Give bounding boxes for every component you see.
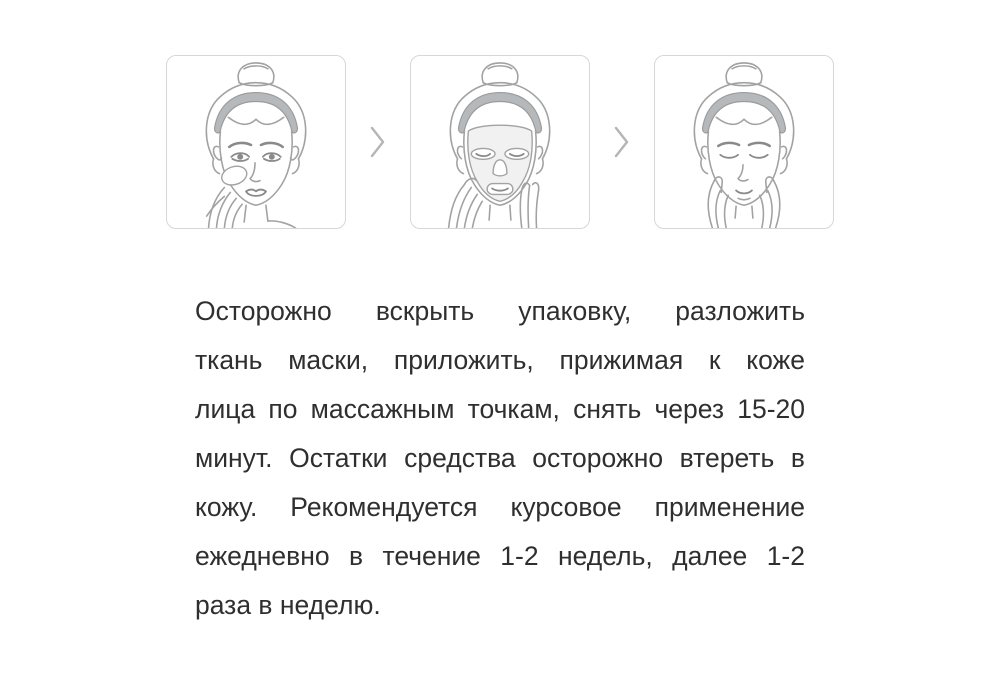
instructions-line-3: лица по массажным точкам, снять через 15-20: [195, 394, 805, 424]
instructions-line-5: кожу. Рекомендуется курсовое применение: [195, 492, 805, 522]
instructions-line-2: ткань маски, приложить, прижимая к коже: [195, 345, 805, 375]
face-sheet-mask-illustration: [411, 56, 589, 228]
usage-steps-row: [0, 0, 1000, 229]
step-3-massage-box: [654, 55, 834, 229]
step-1-apply-product-box: [166, 55, 346, 229]
chevron-right-icon: [346, 126, 410, 158]
step-2-sheet-mask-box: [410, 55, 590, 229]
face-apply-pad-illustration: [167, 56, 345, 228]
instructions-line-1: Осторожно вскрыть упаковку, разложить: [195, 296, 805, 326]
face-massage-illustration: [655, 56, 833, 228]
chevron-right-icon: [590, 126, 654, 158]
instructions-line-4: минут. Остатки средства осторожно втереть в: [195, 443, 805, 473]
instructions-line-7: раза в неделю.: [195, 590, 381, 620]
instructions-line-6: ежедневно в течение 1-2 недель, далее 1-2: [195, 541, 805, 571]
instructions-text: [195, 287, 805, 630]
